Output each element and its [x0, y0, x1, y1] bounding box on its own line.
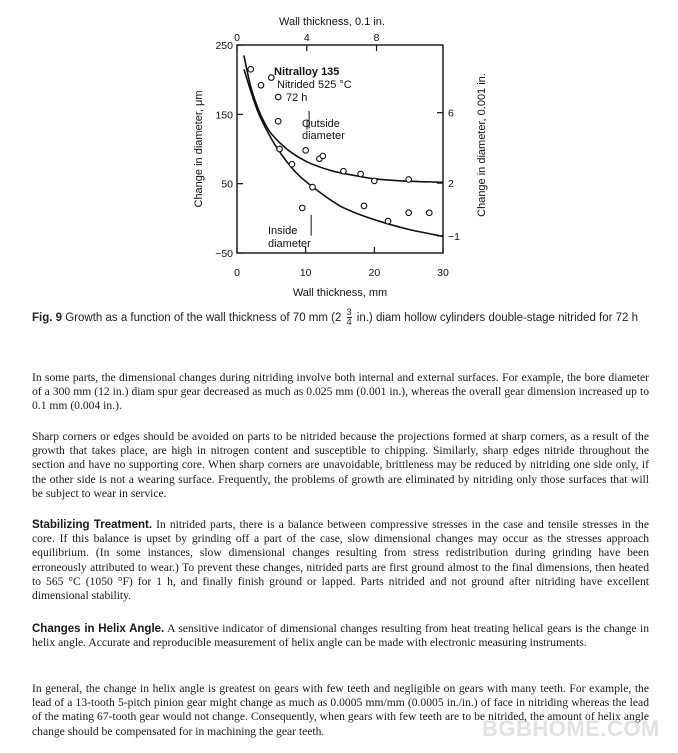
x-tick-label: 30 [437, 267, 449, 279]
paragraph-text: A sensitive indicator of dimensional changes resulting from heat treating helical gears is the change in helix angle. Accurate and reproducible measurement of helix angle can be made with electronic measuring instruments. [32, 622, 650, 650]
section-heading: Changes in Helix Angle. [32, 623, 165, 635]
inside-label: diameter [268, 238, 311, 250]
inside-diameter-point [248, 66, 254, 72]
caption-text-after: in.) diam hollow cylinders double-stage nitrided for 72 h [356, 312, 639, 324]
x-axis-title: Wall thickness, mm [292, 287, 388, 299]
outside-diameter-point [372, 178, 378, 184]
outside-diameter-point [275, 94, 281, 100]
paragraph-sharp-corners [32, 430, 649, 501]
top-axis-title: Wall thickness, 0.1 in. [279, 16, 385, 28]
right-tick-label: −1 [448, 230, 460, 243]
x-tick-label: 10 [299, 267, 312, 279]
paragraph-text: In some parts, the dimensional changes during nitriding involve both internal and external surfaces. For example, the bore diameter of a 300 mm (12 in.) diam spur gear decreased as much as 0.025 mm (0.001 in.), whereas the overall gear dimension increased up to 0.1 mm (0.004 in.). [32, 371, 649, 413]
inside-diameter-point [275, 118, 281, 124]
y-tick-label: −50 [215, 248, 233, 260]
top-tick-label: 4 [303, 32, 310, 44]
annotation-line: 72 h [286, 92, 308, 104]
inside-diameter-curve [244, 69, 443, 236]
paragraph-text: Sharp corners or edges should be avoided on parts to be nitrided because the projections formed at sharp corners, as a result of the growth that takes place, are high in nitrogen content and susceptible to chipping. Similarly, sharp edges nitride throughout the section and have no supporting core. When sharp corners are unavoidable, brittleness may be reduced by nitriding one side only, if the other side is not a wearing surface. Frequently, the problems of growth are eliminated by nitriding only those surfaces that will be subject to wear in service. [32, 430, 649, 500]
annotation-line: Nitralloy 135 [274, 66, 340, 78]
y-tick-label: 150 [215, 109, 233, 122]
right-tick-label: 6 [448, 107, 454, 120]
inside-diameter-point [385, 218, 391, 224]
paragraph-stabilizing-treatment [32, 518, 649, 603]
x-tick-label: 0 [234, 267, 240, 279]
watermark: BGBHOME.COM [482, 716, 660, 741]
inside-diameter-point [361, 203, 367, 209]
outside-diameter-point [320, 153, 326, 159]
paragraph-growth-surfaces [32, 371, 649, 414]
figure-label: Fig. 9 [32, 312, 63, 324]
fraction-denominator: 4 [346, 317, 352, 328]
inside-diameter-point [289, 161, 295, 167]
paragraph-text: In nitrided parts, there is a balance between compressive stresses in the case and tensile stresses in the core. If this balance is upset by grinding off a part of the case, slow dimensional changes may occur as the stresses approach equilibrium. (In some instances, slow dimensional changes resulting from stress redistribution during grinding have been erroneously attributed to wear.) To prevent these changes, nitrided parts are first ground almost to the final dimensions, then heated to 565 °C (1050 °F) for 1 h, and finally finish ground or lapped. Parts nitrided and not ground after nitriding have excellent dimensional stability. [32, 518, 649, 603]
inside-diameter-point [406, 210, 412, 216]
inside-diameter-point [310, 184, 316, 190]
inside-label: Inside [268, 225, 298, 237]
right-axis-title: Change in diameter, 0.001 in. [476, 73, 488, 217]
inside-diameter-point [299, 205, 305, 211]
x-tick-label: 20 [368, 267, 381, 279]
section-heading: Stabilizing Treatment. [32, 519, 153, 531]
y-tick-label: 50 [221, 178, 233, 191]
plot-frame [237, 45, 443, 253]
outside-diameter-point [277, 146, 283, 152]
growth-chart [180, 8, 488, 308]
top-tick-label: 8 [373, 32, 380, 44]
outside-diameter-point [258, 82, 264, 88]
outside-diameter-point [303, 148, 309, 154]
outside-diameter-point [341, 168, 347, 174]
figure-9 [180, 8, 488, 308]
right-tick-label: 2 [448, 178, 454, 191]
paragraph-helix-angle [32, 622, 649, 650]
caption-fraction [347, 308, 352, 327]
fraction-numerator: 3 [346, 307, 352, 318]
top-tick-label: 0 [234, 32, 240, 44]
outside-diameter-point [406, 177, 412, 183]
annotation-line: Nitrided 525 °C [277, 79, 352, 91]
y-axis-title: Change in diameter, μm [193, 90, 205, 208]
outside-diameter-point [358, 171, 364, 177]
y-tick-label: 250 [215, 40, 233, 52]
caption-text-before: Growth as a function of the wall thickness of 70 mm (2 [65, 312, 342, 324]
inside-diameter-point [426, 210, 432, 216]
outside-label: Outside [302, 118, 340, 130]
outside-label: diameter [302, 130, 345, 142]
paragraph-text: In general, the change in helix angle is greatest on gears with few teeth and negligible on gears with many teeth. For example, the lead of a 13-tooth 5-pitch pinion gear might change as much as 0.0005 mm/mm (0.0005 in./in.) of face in nitriding whereas the lead of the mating 67-tooth gear would not change. Consequently, when gears with few teeth are to be nitrided, the amount of helix angle change should be compensated for in machining the gear teeth. [32, 682, 649, 738]
figure-caption [32, 308, 647, 329]
